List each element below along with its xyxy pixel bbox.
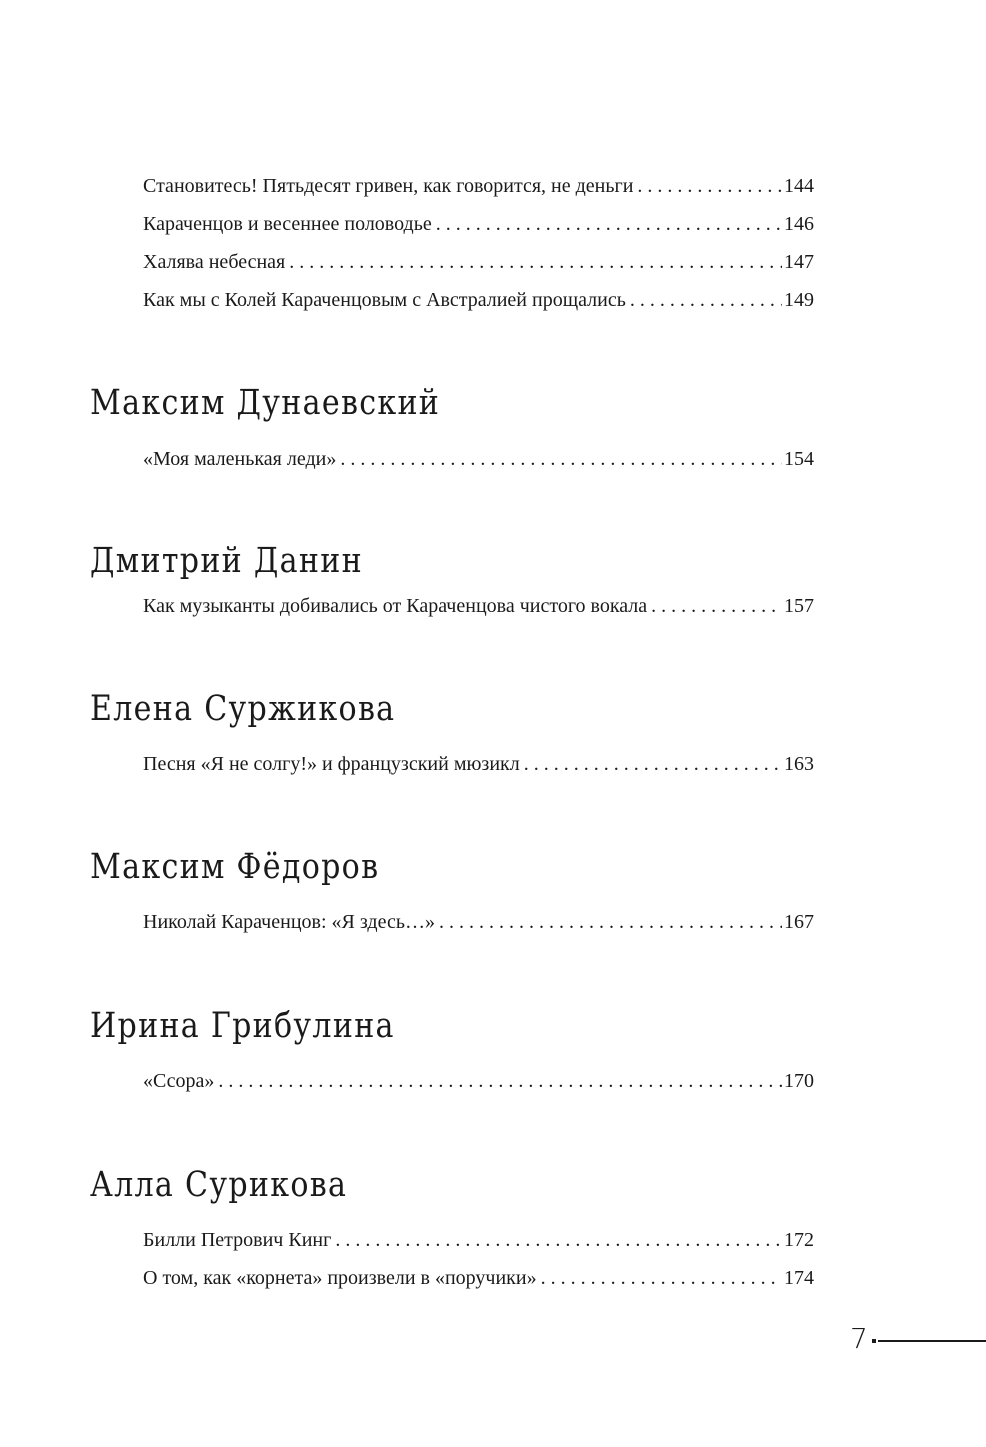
toc-entry-title: Становитесь! Пятьдесят гривен, как говорится, не деньги [143,175,634,197]
toc-entry[interactable] [143,447,814,471]
toc-entry[interactable] [143,752,814,776]
dot-leader [541,1266,782,1290]
toc-entry-title: Билли Петрович Кинг [143,1229,332,1251]
author-heading: Алла Сурикова [90,1165,348,1205]
toc-entry-page: 167 [784,911,814,933]
toc-entry-title: Песня «Я не солгу!» и французский мюзикл [143,753,520,775]
toc-entry-title: «Моя маленькая леди» [143,448,337,470]
dot-leader [340,447,782,471]
author-heading: Максим Дунаевский [90,383,441,423]
toc-entry-title: «Ссора» [143,1070,215,1092]
toc-entry-page: 146 [784,213,814,235]
toc-entry[interactable] [143,1266,814,1290]
toc-entry[interactable] [143,910,814,934]
toc-entry[interactable] [143,288,814,312]
dot-leader [439,910,782,934]
dot-leader [335,1228,782,1252]
toc-entry[interactable] [143,1069,814,1093]
dot-leader [524,752,782,776]
author-heading: Елена Суржикова [90,689,396,729]
toc-entry-page: 170 [784,1070,814,1092]
author-heading: Ирина Грибулина [90,1006,395,1046]
toc-entry-title: О том, как «корнета» произвели в «поручики» [143,1267,537,1289]
folio-rule [878,1340,986,1342]
dot-leader [651,594,782,618]
toc-entry-page: 157 [784,595,814,617]
toc-entry-page: 154 [784,448,814,470]
dot-leader [637,174,782,198]
toc-entry-page: 174 [784,1267,814,1289]
toc-entry[interactable] [143,250,814,274]
page-number: 7 [850,1322,868,1355]
dot-leader [436,212,782,236]
folio-dot [872,1339,876,1343]
dot-leader [218,1069,782,1093]
toc-entry-page: 172 [784,1229,814,1251]
toc-entry-title: Николай Караченцов: «Я здесь…» [143,911,435,933]
toc-entry-page: 144 [784,175,814,197]
dot-leader [289,250,782,274]
toc-entry[interactable] [143,594,814,618]
toc-entry-page: 163 [784,753,814,775]
author-heading: Дмитрий Данин [90,541,363,581]
author-heading: Максим Фёдоров [90,847,380,887]
toc-entry-title: Как музыканты добивались от Караченцова чистого вокала [143,595,648,617]
toc-entry-title: Как мы с Колей Караченцовым с Австралией прощались [143,289,626,311]
toc-entry[interactable] [143,174,814,198]
toc-entry[interactable] [143,212,814,236]
toc-entry[interactable] [143,1228,814,1252]
toc-entry-page: 147 [784,251,814,273]
toc-entry-page: 149 [784,289,814,311]
toc-entry-title: Халява небесная [143,251,286,273]
toc-entry-title: Караченцов и весеннее половодье [143,213,432,235]
dot-leader [630,288,782,312]
